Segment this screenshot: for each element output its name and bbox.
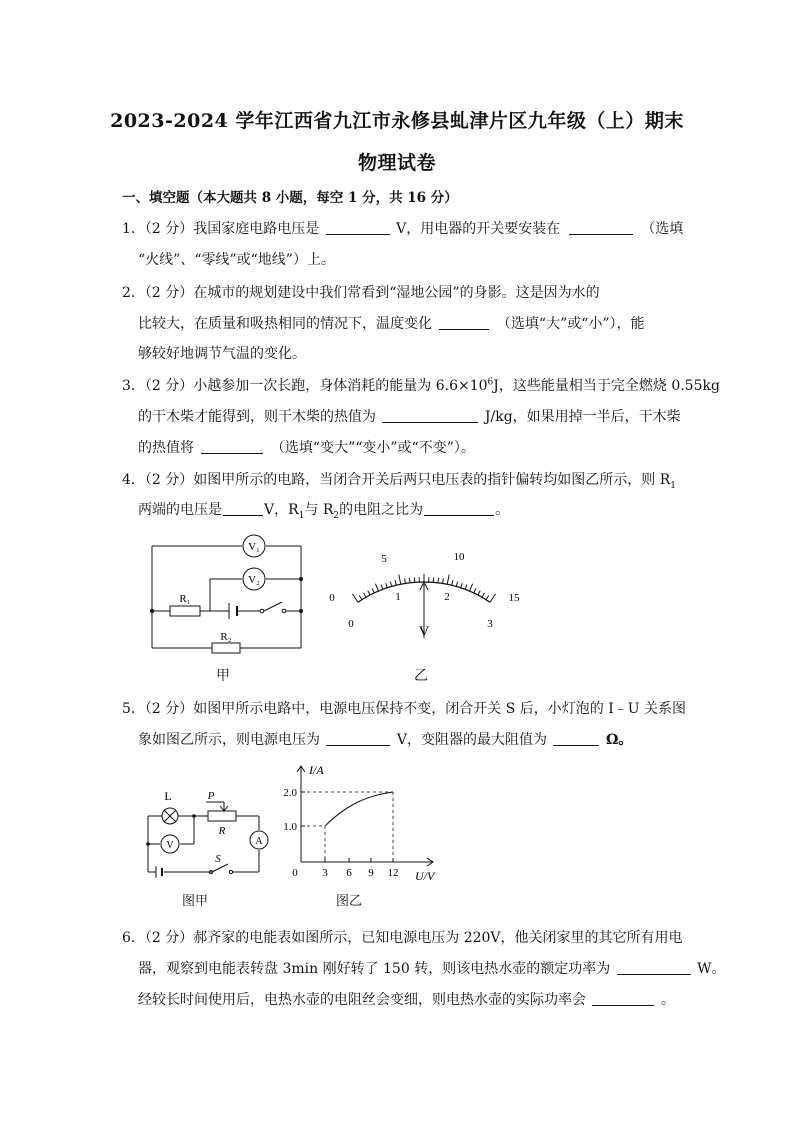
q3-exponent: 6 [487,377,494,388]
graph-ytick-1: 1.0 [283,821,297,833]
q5-caption-left: 图甲 [182,894,209,909]
ammeter-label: A [255,836,263,847]
q5-text-c: Ω。 [605,732,633,748]
switch-label: S [215,853,221,865]
q3-text-b: J，这些能量相当于完全燃烧 0.55kg [493,378,720,394]
slider-label: P [207,790,215,802]
lamp-label: L [164,789,172,803]
q3-text-a: 3．（2 分）小越参加一次长跑，身体消耗的能量为 6.6×10 [122,378,488,394]
q6-line2 [138,958,726,978]
dial-tick [461,583,463,588]
q5-text-a: 象如图乙所示，则电源电压为 [138,732,320,748]
q3-blank-1[interactable] [382,407,478,423]
dial-bottom-0: 0 [348,618,354,630]
exam-title-line2: 物理试卷 [357,152,436,174]
dial-tick [395,580,396,585]
dial-tick [381,585,383,590]
dial-tick [456,582,457,587]
dial-bottom-1: 1 [395,591,401,603]
dial-top-15: 15 [508,592,520,604]
q5-line1: 5．（2 分）如图甲所示电路中，电源电压保持不变，闭合开关 S 后，小灯泡的 I﹣U 关系图 [122,701,686,717]
q3-text-f: （选填“变大”“变小”或“不变”）。 [270,440,475,456]
graph-xtick-9: 9 [368,867,374,879]
q1-text-b: V，用电器的开关要安装在 [396,221,561,237]
q4-voltmeter-dial [320,540,530,640]
dial-tick [490,594,496,602]
section-heading: 一、填空题（本大题共 8 小题，每空 1 分，共 16 分） [122,190,458,206]
dial-tick [470,584,473,591]
dial-bottom-2: 2 [444,591,450,603]
q5-text-b: V，变阻器的最大阻值为 [396,732,548,748]
q2-text-b: （选填“大”或“小”），能 [496,316,645,332]
q6-blank-1[interactable] [617,959,691,975]
q6-line1: 6．（2 分）郝齐家的电能表如图所示，已知电源电压为 220V，他关闭家里的其它所有用电 [122,930,683,946]
q2-blank-1[interactable] [439,314,489,330]
q3-blank-2[interactable] [201,438,263,454]
dial-top-0: 0 [329,592,335,604]
dial-tick [352,594,358,602]
q4-text-a: 4．（2 分）如图甲所示的电路，当闭合开关后两只电压表的指针偏转均如图乙所示，则 R [122,472,671,488]
q1-blank-1[interactable] [326,219,390,235]
q5-line2 [138,729,632,749]
q4-sub-3: 2 [333,510,340,521]
q2-line1: 2．（2 分）在城市的规划建设中我们常看到“湿地公园”的身影。这是因为水的 [122,285,600,301]
exam-title-line1: 2023-2024 学年江西省九江市永修县虬津片区九年级（上）期末 [110,110,684,132]
r1-label: R₁ [179,593,191,605]
graph-xlabel: U/V [415,869,435,883]
v1-label: V₁ [248,541,260,553]
q2-line2 [138,313,645,333]
dial-tick [405,579,406,584]
iu-curve [325,792,393,826]
q6-blank-2[interactable] [592,990,654,1006]
q4-blank-2[interactable] [424,500,494,516]
q1-blank-2[interactable] [569,219,633,235]
dial-top-10: 10 [453,551,465,563]
q3-line3 [138,437,475,457]
dial-tick [399,575,401,585]
dial-tick [386,583,388,588]
q3-text-e: 的热值将 [138,440,194,456]
q4-line2 [138,499,509,521]
q1-line2: “火线”、“零线”或“地线”）上。 [138,252,335,268]
dial-tick [443,579,444,584]
q6-text-d: 。 [660,992,675,1008]
q3-line2 [138,406,681,426]
rheostat-icon [208,811,236,821]
graph-ytick-2: 2.0 [283,787,297,799]
dial-top-5: 5 [381,553,387,565]
dial-tick [390,582,391,587]
q4-caption-left: 甲 [216,668,230,684]
dial-unit: V [418,624,430,640]
q2-text-a: 比较大，在质量和吸热相同的情况下，温度变化 [138,316,432,332]
dial-tick [478,591,480,595]
graph-ylabel: I/A [309,763,324,777]
q6-text-b: W。 [697,961,726,977]
voltmeter-label: V [166,840,174,851]
dial-tick [409,578,410,583]
rheostat-label: R [218,825,226,837]
q6-line3 [138,989,675,1009]
q4-text-b: 两端的电压是 [138,502,222,518]
q4-sub-1: 1 [670,480,676,491]
dial-tick [486,595,489,599]
q4-sub-2: 1 [298,510,305,521]
q4-text-e: 的电阻之比为 [339,502,424,518]
q1-line1 [122,218,683,238]
graph-xtick-0: 0 [292,867,298,879]
q5-circuit-diagram [140,788,275,888]
dial-tick [465,585,467,590]
dial-tick [359,595,362,599]
graph-xtick-3: 3 [322,867,328,879]
dial-tick [375,584,378,591]
q4-blank-1[interactable] [223,500,263,516]
dial-tick [438,578,439,583]
dial-tick [452,580,453,585]
q4-text-c: V，R [264,502,299,518]
q6-text-a: 器，观察到电能表转盘 3min 刚好转了 150 转，则该电热水壶的额定功率为 [138,961,611,977]
dial-tick [368,591,370,595]
q5-iu-graph [275,760,445,885]
q5-blank-1[interactable] [326,730,390,746]
dial-tick [482,593,485,597]
q4-text-f: 。 [495,502,510,518]
q4-circuit-diagram [140,532,310,662]
dial-tick [447,575,449,585]
q2-line3: 够较好地调节气温的变化。 [138,346,306,362]
q6-text-c: 经较长时间使用后，电热水壶的电阻丝会变细，则电热水壶的实际功率会 [138,992,586,1008]
q4-caption-right: 乙 [414,668,428,684]
q5-caption-right: 图乙 [336,894,363,909]
dial-tick [364,593,367,597]
q1-text-a: 1．（2 分）我国家庭电路电压是 [122,221,320,237]
q1-text-c: （选填 [641,221,684,237]
graph-xtick-12: 12 [387,867,399,879]
q3-line1 [122,375,720,395]
q4-text-d: 与 R [304,502,334,518]
dial-tick [474,589,476,594]
dial-tick [372,589,374,594]
v2-label: V₂ [248,574,260,586]
q5-blank-2[interactable] [553,730,599,746]
dial-bottom-3: 3 [487,618,493,630]
q3-text-c: 的干木柴才能得到，则干木柴的热值为 [138,409,376,425]
graph-xtick-6: 6 [346,867,352,879]
q4-line1 [122,469,676,491]
r2-label: R₂ [220,631,232,643]
q3-text-d: J/kg，如果用掉一半后，干木柴 [484,409,681,425]
